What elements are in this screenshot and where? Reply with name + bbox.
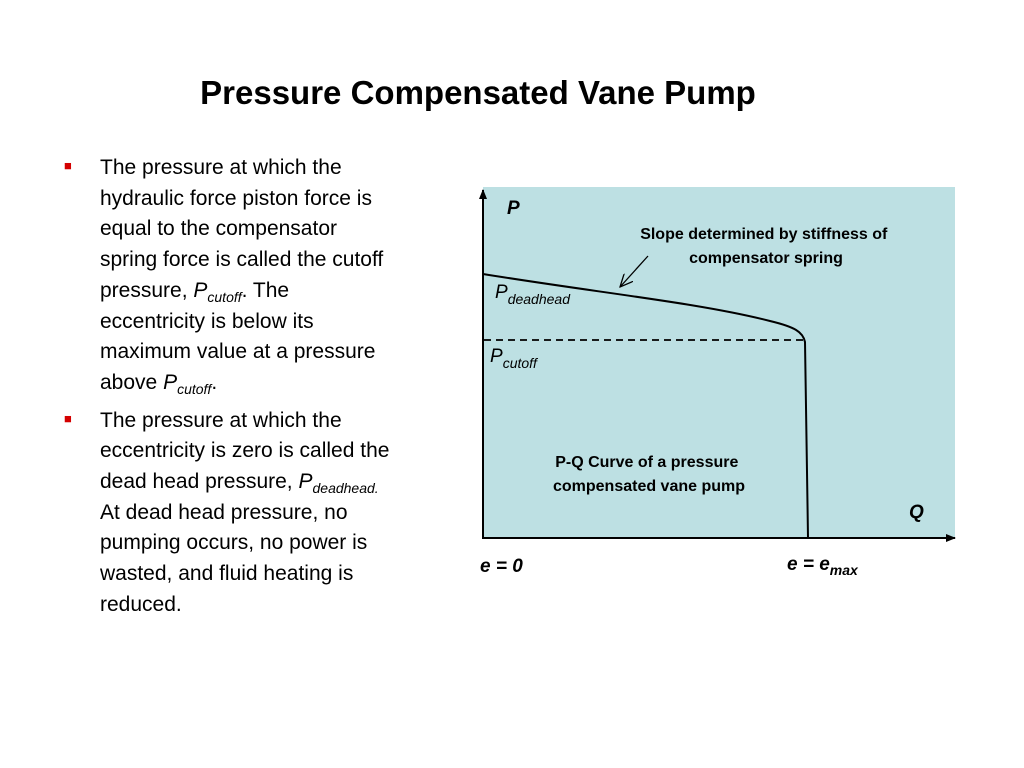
slope-annotation-line-2: compensator spring — [689, 250, 843, 267]
cutoff-subscript: cutoff — [502, 355, 537, 371]
slide-title: Pressure Compensated Vane Pump — [200, 74, 756, 111]
cutoff-symbol: P — [490, 346, 503, 367]
x-right-label — [787, 554, 859, 578]
p-symbol: P — [298, 470, 313, 494]
bullet-text: . The eccentricity is below its maximum value at a pressure above — [100, 278, 376, 394]
square-bullet-icon: ■ — [64, 410, 72, 426]
diagram-caption-line-1: P-Q Curve of a pressure — [555, 454, 739, 471]
diagram-caption-line-2: compensated vane pump — [552, 478, 746, 495]
x-axis-label: Q — [909, 502, 924, 523]
bullet-text: The pressure at which the eccentricity is zero is called the dead head pressure, — [100, 408, 390, 494]
x-right-subscript: max — [829, 562, 858, 578]
bullet-text: . — [211, 370, 218, 394]
y-axis-label: P — [507, 198, 520, 219]
bullet-text: At dead head pressure, no pumping occurs, no power is wasted, and fluid heating is reduced. — [100, 500, 368, 616]
bullet-text: The pressure at which the hydraulic force piston force is equal to the compensator spring force is called the cutoff pressure, — [100, 156, 384, 302]
slope-annotation-line-1: Slope determined by stiffness of — [640, 226, 888, 243]
deadhead-symbol: P — [495, 282, 508, 303]
x-right-text: e = e — [787, 554, 830, 575]
p-symbol: P — [163, 370, 178, 394]
square-bullet-icon: ■ — [64, 158, 72, 173]
x-left-label: e = 0 — [480, 556, 523, 577]
p-subscript: deadhead. — [312, 480, 379, 497]
deadhead-subscript: deadhead — [507, 291, 570, 307]
p-subscript: cutoff — [207, 288, 242, 305]
p-symbol: P — [193, 278, 208, 302]
p-subscript: cutoff — [177, 380, 212, 397]
